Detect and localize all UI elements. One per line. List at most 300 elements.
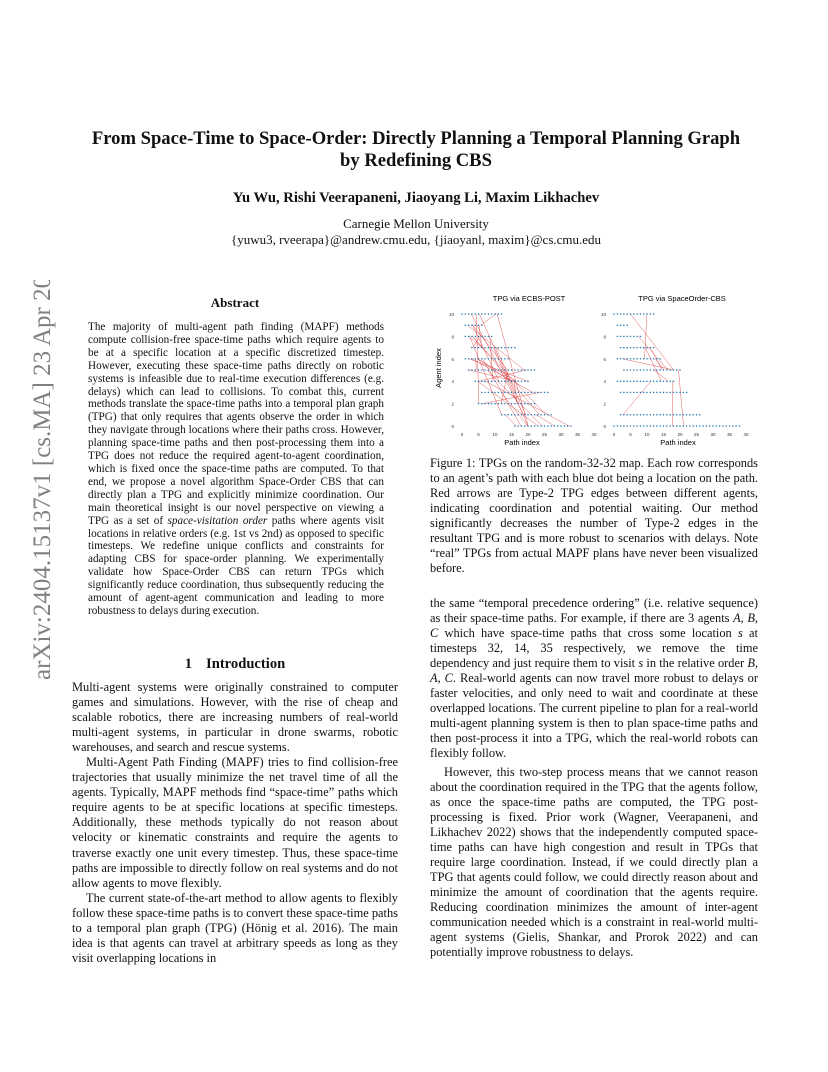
right-path-dot <box>732 425 734 427</box>
right-path-dot <box>633 313 635 315</box>
right-path-dot <box>679 414 681 416</box>
right-path-dot <box>620 358 622 360</box>
right-path-dot <box>673 414 675 416</box>
title-line-2: by Redefining CBS <box>340 150 492 171</box>
right-path-dot <box>663 380 665 382</box>
abstract-body <box>88 321 384 618</box>
right-path-dot <box>650 380 652 382</box>
right-path-dot <box>636 313 638 315</box>
right-path-dot <box>683 392 685 394</box>
left-path-dot <box>501 403 503 405</box>
right-path-dot <box>640 414 642 416</box>
right-path-dot <box>656 392 658 394</box>
left-path-dot <box>501 414 503 416</box>
left-path-dot <box>468 313 470 315</box>
right-ytick-label: 8 <box>603 334 606 340</box>
right-path-dot <box>633 358 635 360</box>
left-path-dot <box>471 358 473 360</box>
right-path-dot <box>676 369 678 371</box>
right-path-dot <box>640 425 642 427</box>
right-path-dot <box>630 425 632 427</box>
right-path-dot <box>636 358 638 360</box>
right-xtick-label: 35 <box>726 432 733 437</box>
right-path-dot <box>646 414 648 416</box>
agent-names: A, B, C <box>430 611 758 641</box>
right-path-dot <box>617 425 619 427</box>
location-symbol-2: s <box>638 656 644 671</box>
left-path-dot <box>498 392 500 394</box>
right-p1-text-b: which have space-time paths that cross some location <box>438 626 738 641</box>
right-path-dot <box>663 425 665 427</box>
left-path-dot <box>534 369 536 371</box>
left-path-dot <box>527 369 529 371</box>
right-path-dot <box>640 313 642 315</box>
left-path-dot <box>488 380 490 382</box>
right-path-dot <box>620 392 622 394</box>
right-path-dot <box>646 313 648 315</box>
right-path-dot <box>666 369 668 371</box>
right-path-dot <box>689 425 691 427</box>
right-path-dot <box>663 392 665 394</box>
right-path-dot <box>626 336 628 338</box>
right-xtick-label: 10 <box>644 432 650 437</box>
right-path-dot <box>636 425 638 427</box>
left-path-dot <box>511 380 513 382</box>
left-path-dot <box>481 336 483 338</box>
left-path-dot <box>521 414 523 416</box>
right-path-dot <box>623 358 625 360</box>
right-path-dot <box>656 358 658 360</box>
right-path-dot <box>669 425 671 427</box>
left-path-dot <box>478 380 480 382</box>
left-path-dot <box>507 414 509 416</box>
left-path-dot <box>504 358 506 360</box>
right-path-dot <box>659 414 661 416</box>
right-path-dot <box>640 369 642 371</box>
left-path-dot <box>517 425 519 427</box>
right-path-dot <box>683 414 685 416</box>
right-path-dot <box>640 336 642 338</box>
paper-title <box>60 128 772 172</box>
y-axis-label: Agent index <box>434 348 443 388</box>
right-path-dot <box>729 425 731 427</box>
abstract-text-2: paths where agents visit locations in relative orders (e.g. 1st vs 2nd) as opposed to specific timesteps. We redefine unique conflicts and constraints for adapting CBS for space-order planning. We experimentally validate how Space-Order CBS can return TPGs which significantly reduce coordination, thus subsequently reducing the amount of agent-agent communication and leading to more robustness to delays during execution. <box>88 514 384 617</box>
left-path-dot <box>511 414 513 416</box>
left-path-dot <box>531 414 533 416</box>
left-path-dot <box>531 369 533 371</box>
section-title: Introduction <box>206 656 286 672</box>
right-path-dot <box>617 358 619 360</box>
right-p1-text-d: in the relative order <box>643 656 748 671</box>
left-path-dot <box>491 347 493 349</box>
left-path-dot <box>491 403 493 405</box>
left-path-dot <box>474 324 476 326</box>
left-path-dot <box>478 347 480 349</box>
left-xtick-label: 5 <box>477 432 480 437</box>
left-path-dot <box>514 380 516 382</box>
left-path-dot <box>521 392 523 394</box>
right-path-dot <box>699 425 701 427</box>
affiliation: Carnegie Mellon University <box>343 216 489 231</box>
left-path-dot <box>531 425 533 427</box>
right-path-dot <box>643 358 645 360</box>
right-path-dot <box>673 380 675 382</box>
right-xtick-label: 0 <box>612 432 616 437</box>
right-path-dot <box>650 369 652 371</box>
right-path-dot <box>636 414 638 416</box>
right-path-dot <box>623 380 625 382</box>
right-path-dot <box>630 414 632 416</box>
left-path-dot <box>471 313 473 315</box>
right-path-dot <box>643 313 645 315</box>
right-path-dot <box>663 414 665 416</box>
right-path-dot <box>636 347 638 349</box>
right-xtick-label: 20 <box>677 432 683 437</box>
right-path-dot <box>643 392 645 394</box>
left-path-dot <box>534 414 536 416</box>
left-path-dot <box>507 403 509 405</box>
left-path-dot <box>527 392 529 394</box>
right-path-dot <box>633 380 635 382</box>
right-xtick-label: 5 <box>629 432 632 437</box>
left-path-dot <box>474 336 476 338</box>
right-paragraph-2: However, this two-step process means that we cannot reason about the coordination required in the TPG that the agents follow, as once the space-time paths are computed, the TPG post-processing is fixed. Prior work (Wagner, Veerapaneni, and Likhachev 2022) shows that the independently computed space-time paths can have high congestion and result in TPGs that require large coordination. Instead, if we could directly plan a TPG that agents could follow, we could directly reason about and minimize the amount of coordination that the agents require. Reducing coordination minimizes the amount of inter-agent communication needed which is a constraint in real-world multi-agent systems (Gielis, Shankar, and Prorok 2022) and can potentially improve robustness to delays. <box>430 764 758 960</box>
right-path-dot <box>679 369 681 371</box>
right-path-dot <box>666 414 668 416</box>
right-path-dot <box>620 336 622 338</box>
left-path-dot <box>521 425 523 427</box>
left-path-dot <box>504 369 506 371</box>
right-path-dot <box>630 347 632 349</box>
left-path-dot <box>511 347 513 349</box>
left-path-dot <box>491 380 493 382</box>
left-plot-title: TPG via ECBS-POST <box>492 294 566 303</box>
right-path-dot <box>679 392 681 394</box>
left-xtick-label: 15 <box>508 432 515 437</box>
left-path-dot <box>481 358 483 360</box>
right-path-dot <box>630 336 632 338</box>
left-path-dot <box>501 313 503 315</box>
left-path-dot <box>481 313 483 315</box>
right-paragraph-1 <box>430 596 758 762</box>
right-path-dot <box>630 369 632 371</box>
left-path-dot <box>478 313 480 315</box>
left-path-dot <box>507 347 509 349</box>
right-ytick-label: 10 <box>600 312 606 317</box>
left-path-dot <box>547 414 549 416</box>
left-path-dot <box>534 392 536 394</box>
right-path-dot <box>650 425 652 427</box>
left-path-dot <box>514 392 516 394</box>
left-path-dot <box>504 403 506 405</box>
abstract-text-1: The majority of multi-agent path finding (MAPF) methods compute collision-free space-time paths which require agents to be at a specific location at a specific discretized timestep. However, executing these space-time paths directly on robotic systems is infeasible due to real-time execution differences (e.g. delays) which can lead to collisions. To combat this, current methods translate the space-time paths into a temporal plan graph (TPG) that only requires that agents observe the order in which they navigate through locations where their paths cross. However, planning space-time paths and then post-processing them into a TPG does not reduce the required agent-to-agent coordination, which is fixed once the space-time paths are computed. To that end, we propose a novel algorithm Space-Order CBS that can directly plan a TPG and explicitly minimize coordination. Our main theoretical insight is our novel perspective on viewing a TPG as a set of <box>88 321 384 527</box>
left-path-dot <box>491 358 493 360</box>
right-path-dot <box>640 358 642 360</box>
left-path-dot <box>494 369 496 371</box>
left-path-dot <box>514 403 516 405</box>
left-path-dot <box>488 347 490 349</box>
right-column-body <box>430 596 758 960</box>
left-path-dot <box>514 347 516 349</box>
left-path-dot <box>481 369 483 371</box>
right-path-dot <box>673 392 675 394</box>
left-ytick-label: 4 <box>451 379 454 385</box>
right-path-dot <box>617 336 619 338</box>
left-xtick-label: 25 <box>541 432 548 437</box>
left-path-dot <box>514 425 516 427</box>
left-path-dot <box>471 369 473 371</box>
left-path-dot <box>498 369 500 371</box>
right-path-dot <box>696 425 698 427</box>
right-path-dot <box>620 380 622 382</box>
right-path-dot <box>666 380 668 382</box>
left-path-dot <box>560 425 562 427</box>
right-path-dot <box>626 324 628 326</box>
agent-order: B, A, C <box>430 656 758 686</box>
left-path-dot <box>527 403 529 405</box>
right-path-dot <box>653 380 655 382</box>
left-path-dot <box>488 369 490 371</box>
right-path-dot <box>617 313 619 315</box>
right-tpg-edge <box>638 336 668 370</box>
intro-paragraph-1: Multi-agent systems were originally constrained to computer games and simulations. However, with the rise of cheap and scalable robotics, there are increasing numbers of real-world multi-agent systems, in particular in drone swarms, robotic warehouses, and search and rescue systems. <box>72 680 398 755</box>
right-path-dot <box>643 414 645 416</box>
right-path-dot <box>656 369 658 371</box>
left-path-dot <box>517 403 519 405</box>
left-path-dot <box>494 392 496 394</box>
right-tpg-edge <box>623 381 651 415</box>
left-path-dot <box>524 380 526 382</box>
left-path-dot <box>474 358 476 360</box>
left-path-dot <box>550 414 552 416</box>
left-path-dot <box>517 392 519 394</box>
right-path-dot <box>653 392 655 394</box>
right-xtick-label: 15 <box>660 432 667 437</box>
left-path-dot <box>537 414 539 416</box>
left-path-dot <box>521 403 523 405</box>
right-path-dot <box>659 358 661 360</box>
right-path-dot <box>620 425 622 427</box>
right-path-dot <box>676 392 678 394</box>
left-path-dot <box>567 425 569 427</box>
right-path-dot <box>650 358 652 360</box>
right-path-dot <box>739 425 741 427</box>
left-path-dot <box>468 358 470 360</box>
right-path-dot <box>656 414 658 416</box>
right-path-dot <box>683 425 685 427</box>
right-path-dot <box>640 380 642 382</box>
left-tpg-edge <box>483 392 540 403</box>
right-path-dot <box>709 425 711 427</box>
right-path-dot <box>679 425 681 427</box>
right-path-dot <box>676 425 678 427</box>
left-path-dot <box>511 369 513 371</box>
left-path-dot <box>484 313 486 315</box>
location-symbol: s <box>737 626 743 641</box>
left-path-dot <box>484 336 486 338</box>
left-path-dot <box>481 380 483 382</box>
arxiv-identifier-text: arXiv:2404.15137v1 [cs.MA] 23 Apr 2024 <box>29 280 56 680</box>
left-path-dot <box>507 392 509 394</box>
abstract-emphasis: space-visitation order <box>167 514 268 527</box>
right-path-dot <box>633 336 635 338</box>
left-tpg-edge <box>471 314 523 415</box>
left-path-dot <box>494 313 496 315</box>
left-tpg-edge <box>481 314 496 325</box>
right-path-dot <box>699 414 701 416</box>
right-path-dot <box>653 425 655 427</box>
left-path-dot <box>504 347 506 349</box>
left-path-dot <box>570 425 572 427</box>
right-path-dot <box>623 392 625 394</box>
left-path-dot <box>488 392 490 394</box>
right-ytick-label: 4 <box>603 379 606 385</box>
right-path-dot <box>620 313 622 315</box>
right-path-dot <box>626 392 628 394</box>
left-path-dot <box>524 425 526 427</box>
right-path-dot <box>630 358 632 360</box>
right-path-dot <box>689 414 691 416</box>
left-path-dot <box>564 425 566 427</box>
left-path-dot <box>478 324 480 326</box>
right-path-dot <box>640 347 642 349</box>
right-path-dot <box>722 425 724 427</box>
right-path-dot <box>659 392 661 394</box>
left-path-dot <box>550 425 552 427</box>
right-path-dot <box>673 425 675 427</box>
right-path-dot <box>666 392 668 394</box>
left-path-dot <box>494 403 496 405</box>
right-path-dot <box>623 414 625 416</box>
right-path-dot <box>702 425 704 427</box>
left-path-dot <box>511 392 513 394</box>
right-path-dot <box>643 347 645 349</box>
right-path-dot <box>666 425 668 427</box>
left-path-dot <box>498 380 500 382</box>
left-path-dot <box>517 369 519 371</box>
left-xtick-label: 0 <box>460 432 464 437</box>
left-path-dot <box>544 414 546 416</box>
left-path-dot <box>554 425 556 427</box>
intro-paragraph-3: The current state-of-the-art method to allow agents to flexibly follow these space-time paths is to convert these space-time paths to a temporal plan graph (TPG) (Hönig et al. 2016). The main idea is that agents can travel at arbitrary speeds as long as they visit overlapping locations in <box>72 890 398 965</box>
left-path-dot <box>498 347 500 349</box>
right-path-dot <box>640 392 642 394</box>
left-path-dot <box>524 369 526 371</box>
left-ytick-label: 2 <box>451 401 454 407</box>
right-path-dot <box>669 414 671 416</box>
left-path-dot <box>537 392 539 394</box>
left-path-dot <box>527 380 529 382</box>
left-path-dot <box>478 336 480 338</box>
left-ytick-label: 10 <box>448 312 454 317</box>
right-path-dot <box>620 414 622 416</box>
right-path-dot <box>620 324 622 326</box>
left-path-dot <box>540 425 542 427</box>
right-path-dot <box>646 380 648 382</box>
right-p1-text-a: the same “temporal precedence ordering” (i.e. relative sequence) as their space-time paths. For example, if there are 3 agents <box>430 596 758 626</box>
left-path-dot <box>501 358 503 360</box>
tpg-figure <box>430 290 760 450</box>
left-path-dot <box>465 324 467 326</box>
right-path-dot <box>643 369 645 371</box>
right-ytick-label: 6 <box>603 356 606 362</box>
right-path-dot <box>623 336 625 338</box>
introduction-body <box>72 680 398 966</box>
right-path-dot <box>646 425 648 427</box>
left-path-dot <box>501 369 503 371</box>
left-path-dot <box>540 414 542 416</box>
right-path-dot <box>716 425 718 427</box>
left-path-dot <box>484 347 486 349</box>
left-path-dot <box>491 313 493 315</box>
left-path-dot <box>468 336 470 338</box>
right-path-dot <box>686 392 688 394</box>
right-path-dot <box>659 425 661 427</box>
left-tpg-edge <box>506 415 516 426</box>
left-path-dot <box>488 403 490 405</box>
right-path-dot <box>626 313 628 315</box>
left-path-dot <box>494 347 496 349</box>
left-path-dot <box>484 369 486 371</box>
left-path-dot <box>494 358 496 360</box>
left-path-dot <box>504 414 506 416</box>
left-path-dot <box>468 324 470 326</box>
left-path-dot <box>494 380 496 382</box>
right-path-dot <box>653 347 655 349</box>
right-path-dot <box>626 425 628 427</box>
right-path-dot <box>669 369 671 371</box>
right-path-dot <box>686 414 688 416</box>
left-path-dot <box>504 380 506 382</box>
right-x-axis-label: Path index <box>660 438 696 447</box>
right-tpg-edge <box>678 370 683 426</box>
left-path-dot <box>498 358 500 360</box>
left-path-dot <box>474 369 476 371</box>
left-path-dot <box>471 336 473 338</box>
right-path-dot <box>663 369 665 371</box>
right-path-dot <box>636 369 638 371</box>
right-ytick-label: 0 <box>603 424 606 429</box>
right-path-dot <box>613 313 615 315</box>
left-path-dot <box>517 380 519 382</box>
right-path-dot <box>630 392 632 394</box>
right-path-dot <box>686 425 688 427</box>
left-ytick-label: 0 <box>451 424 454 429</box>
right-path-dot <box>659 369 661 371</box>
right-tpg-edge <box>645 314 647 359</box>
right-path-dot <box>659 380 661 382</box>
left-xtick-label: 40 <box>591 432 597 437</box>
left-path-dot <box>521 369 523 371</box>
right-path-dot <box>623 313 625 315</box>
right-path-dot <box>626 358 628 360</box>
left-path-dot <box>465 358 467 360</box>
left-path-dot <box>507 369 509 371</box>
left-path-dot <box>511 403 513 405</box>
left-path-dot <box>534 403 536 405</box>
left-path-dot <box>527 425 529 427</box>
left-path-dot <box>524 414 526 416</box>
left-path-dot <box>501 380 503 382</box>
right-ytick-label: 2 <box>603 401 606 407</box>
left-path-dot <box>517 414 519 416</box>
left-path-dot <box>534 425 536 427</box>
left-path-dot <box>527 414 529 416</box>
left-path-dot <box>478 358 480 360</box>
left-x-axis-label: Path index <box>504 438 540 447</box>
intro-paragraph-2: Multi-Agent Path Finding (MAPF) tries to find collision-free trajectories that usually minimize the net travel time of all the agents. Typically, MAPF methods find “space-time” paths which require agents to be at specific locations at specific timesteps. Additionally, these methods typically do not reason about velocity or kinematic constraints and require the agents to traverse exactly one unit every timestep. Thus, these space-time paths are impossible to directly follow on real systems and do not allow agents to move flexibly. <box>72 755 398 890</box>
left-path-dot <box>498 313 500 315</box>
